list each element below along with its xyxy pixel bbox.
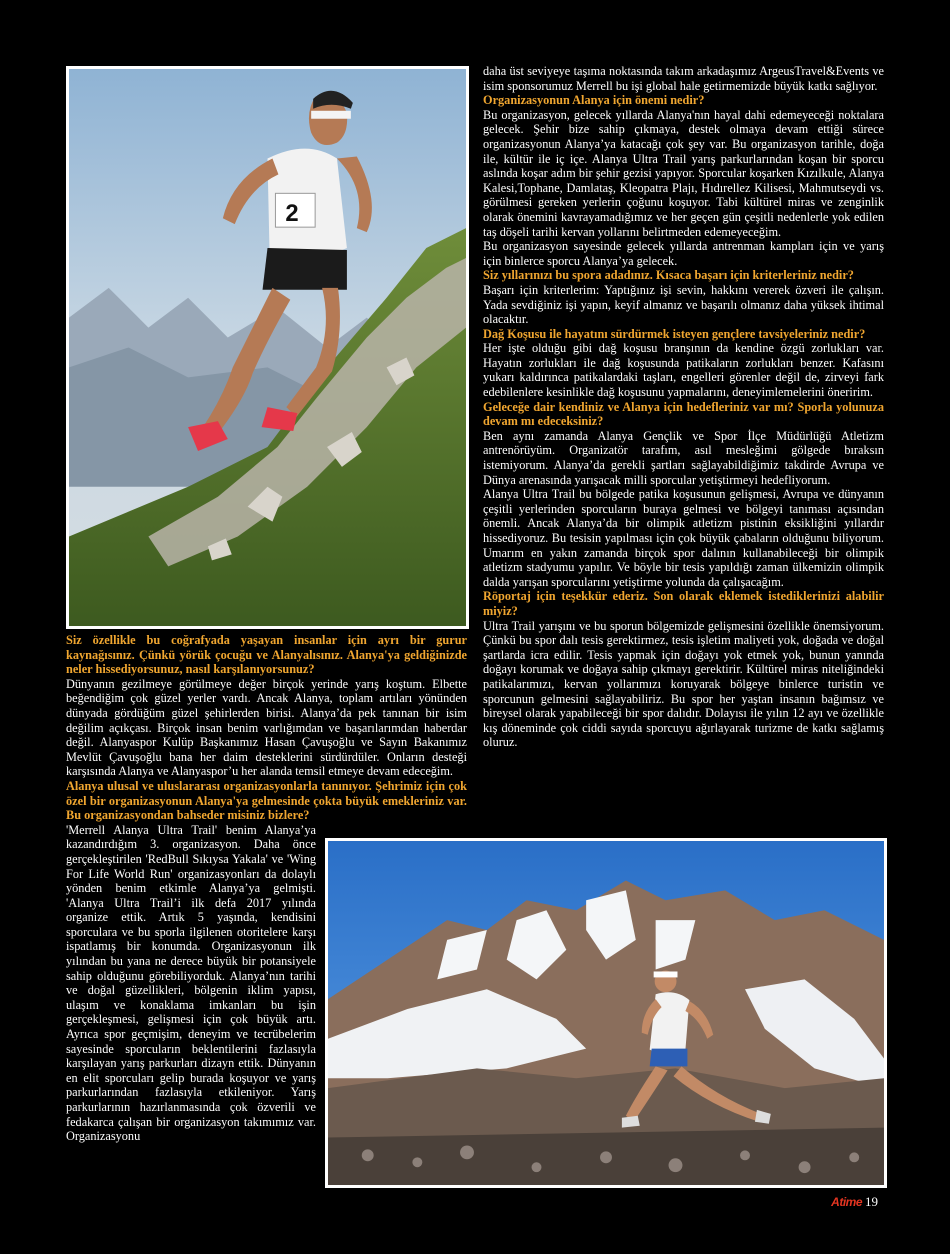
interview-answer: 'Merrell Alanya Ultra Trail' benim Alanya’ya kazandırdığım 3. organizasyon. Daha önce gerçekleştirilen 'RedBull Sıkıysa Yakala' ve 'Wing For Life World Run' organizasyonları da dolaylı yönden benim etkimle Alanya’ya gelmişti. 'Alanya Ultra Trail’i ilk defa 2017 yılında organize ettik. Artık 5 yaşında, kendisini sporculara ve bu sporla ilgilenen otoritelere karşı ispatlamış bir konumda. Organizasyonun ilk yılından bu yana ne derece büyük bir potansiyele sahip olduğunu görebiliyorduk. Alanya’nın tarihi ve doğal güzellikleri, bölgenin iklim yapısı, ulaşım ve konaklama imkanları bu işin gerçekleşmesi, gelişmesi için çok büyük artı. Ayrıca spor geçmişim, deneyim ve tecrübelerim sayesinde sporcuların beklentilerini fazlasıyla karşılayan yarış parkurları dizayn ettik. Dünyanın en elit sporcuları gelip burada koşuyor ve yarış parkurlarından fazlasıyla etkileniyor. Yarış parkurlarının hazırlanmasında çok özverili ve fedakarca çalışan bir organizasyon takımımız var. Organizasyonu bbox=[66, 822, 316, 1144]
interview-answer: Bu organizasyon, gelecek yıllarda Alanya'nın hayal dahi edemeyeceği noktalara gelecek. Şehir bize sahip çıkmaya, destek olmaya devam ettiği sürece organizasyonun Alanya’ya katacağı çok şey var. Bu organizasyon tarihle, doğa ile, kültür ile iç içe. Alanya Ultra Trail yarış parkurlarından koşan bir sporcu aslında koşar adım bir şehir gezisi yapıyor. Sporcular koşarken Kızılkule, Alanya Kalesi,Tophane, Damlataş, Kleopatra Plajı, Hıdırellez Kilisesi, Mahmutseydi vs. görülmesi gereken yerlerin çoğunu koşuyor. Tabi kültürel miras ve zenginlik olarak önemini kavrayamadığımız ve her geçen gün çeşitli nedenlerle yok edilen taş döşeli tarihi kervan yollarını belirtmeden edemeyeceğim. bbox=[483, 107, 884, 239]
page-number: 19 bbox=[865, 1194, 878, 1209]
interview-question: Siz yıllarınızı bu spora adadınız. Kısaca başarı için kriterleriniz nedir? bbox=[483, 268, 854, 283]
interview-answer: Dünyanın gezilmeye görülmeye değer birçok yerinde yarış koştum. Elbette beğendiğim çok güzel yerler vardı. Ancak Alanya, toplam artıları yönünden dünyada gördüğüm güzel şehirlerden birisi. Alanya’da pek tanınan bir isim değilim açıkçası. Birçok insan benim varlığımdan ve başarılarımdan haberdar değil. Alanyaspor Kulüp Başkanımız Hasan Çavuşoğlu ve Sayın Bakanımız Mevlüt Çavuşoğlu bana her daim desteklerini sürdürdüler. Onların desteği karşısında Alanya ve Alanyaspor’u her alanda temsil etmeye devam edeceğim. bbox=[66, 676, 467, 779]
left-article-column bbox=[66, 633, 467, 1144]
bib-number: 2 bbox=[285, 200, 299, 228]
interview-question: Geleceğe dair kendiniz ve Alanya için hedefleriniz var mı? Sporla yolunuza devam mı edeceksiniz? bbox=[483, 399, 884, 429]
right-article-column bbox=[483, 64, 884, 750]
runner-mountain-photo bbox=[69, 69, 466, 626]
interview-answer: Her işte olduğu gibi dağ koşusu branşının da kendine özgü zorlukları var. Hayatın zorlukları ile dağ koşusunda patikaların zorlukları benzer. Kafasını yukarı kaldırınca patikalardaki taşları, engelleri görenler değil de, zirveyi fark edebilenlere kesinlikle dağ koşusunu yapmalarını, deneyimlemelerini öneririm. bbox=[483, 341, 884, 400]
interview-answer: Ben aynı zamanda Alanya Gençlik ve Spor İlçe Müdürlüğü Atletizm antrenörüyüm. Organizatör tarafım, asıl mesleğimi gölgede bıraksın istemiyorum. Alanya’da gerekli şartları sağlayabildiğimiz takdirde Avrupa ve Dünya arenasında yarışacak milli sporcular yetiştirmeyi hedefliyorum. bbox=[483, 428, 884, 487]
interview-question: Siz özellikle bu coğrafyada yaşayan insanlar için ayrı bir gurur kaynağısınız. Çünkü yörük çocuğu ve Alanyalısınız. Alanya'ya geldiğinizde neler hissediyorsunuz, nasıl karşılanıyorsunuz? bbox=[66, 633, 467, 677]
interview-answer: Başarı için kriterlerim: Yaptığınız işi sevin, hakkını vererek özveri ile çalışın. Yada sevdiğiniz işi yapın, keyif almanız ve başarılı olmanız daha yüksek ihtimal olacaktır. bbox=[483, 282, 884, 327]
magazine-logo: Atime bbox=[831, 1195, 862, 1209]
interview-question: Alanya ulusal ve uluslararası organizasyonlarla tanınıyor. Şehrimiz için çok özel bir organizasyonun Alanya'ya gelmesinde çokta büyük emekleriniz var. Bu organizasyondan bahseder misiniz bizlere? bbox=[66, 778, 467, 823]
interview-question: Dağ Koşusu ile hayatını sürdürmek isteyen gençlere tavsiyeleriniz nedir? bbox=[483, 326, 866, 341]
page-footer bbox=[831, 1194, 878, 1210]
interview-answer: daha üst seviyeye taşıma noktasında takım arkadaşımız ArgeusTravel&Events ve isim sponsorumuz Merrell bu işi global hale getirmemizde büyük katkı sağlıyor. bbox=[483, 64, 884, 93]
interview-answer: Alanya Ultra Trail bu bölgede patika koşusunun gelişmesi, Avrupa ve dünyanın çeşitli yerlerinden sporcuların buraya gelmesi ve bölgeyi tanıması açısından önemli. Ancak Alanya’da bir olimpik atletizm pistinin eksikliğini yıllardır hissediyoruz. Bu tesisin yapılması için çok büyük çabaların olduğunu biliyorum. Umarım en yakın zamanda birçok spor dalının kullanabileceği bir olimpik atletizm stadyumu yapılır. Ve böyle bir tesis yapıldığı zaman ülkemizin olimpik dalda yarışan sporcularını yetiştirme yolunda da çalışacağım. bbox=[483, 487, 884, 589]
interview-answer: Bu organizasyon sayesinde gelecek yıllarda antrenman kampları için ve yarış için binlerce sporcu Alanya’ya gelecek. bbox=[483, 239, 884, 268]
interview-answer: Ultra Trail yarışını ve bu sporun bölgemizde gelişmesini özellikle önemsiyorum. Çünkü bu spor dalı tesis gerektirmez, tesis işletim maliyeti yok, doğada ve doğal şartlarda icra edilir. Tesis yapmak için doğayı yok etmek yok, bunun yanında doğayı korumak ve doğaya sahip çıkmayı gerektirir. Kültürel miras niteliğindeki patikalarımızı, kervan yollarımızı koruyarak bölgeye binlerce turistin ve sporcunun gelmesini sağlayabiliriz. Bu spor her yaştan insanın bağımsız ve bireysel olarak yapabileceği bir spor dalıdır. Dolayısı ile yılın 12 ayı ve özellikle kış döneminde çok ciddi sayıda sporcuyu ağırlayarak turizme de katkı sağlamış oluruz. bbox=[483, 618, 884, 750]
interview-question: Röportaj için teşekkür ederiz. Son olarak eklemek istediklerinizi alabilir miyiz? bbox=[483, 589, 884, 618]
interview-question: Organizasyonun Alanya için önemi nedir? bbox=[483, 93, 705, 108]
top-runner-photo bbox=[66, 66, 469, 629]
